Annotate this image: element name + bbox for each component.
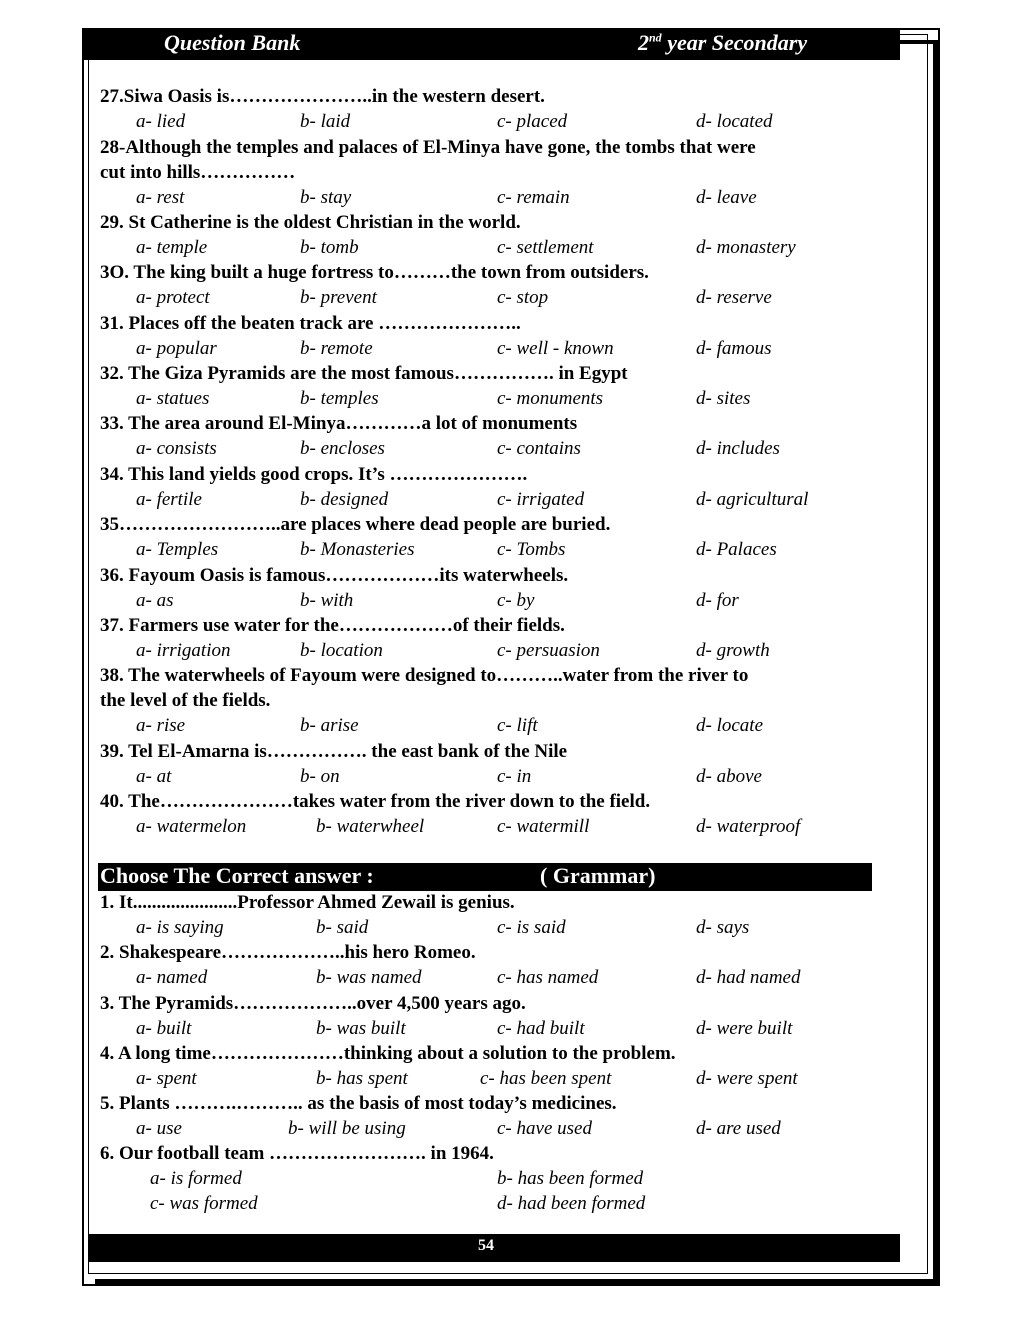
vocab-q14-option-d: d- waterproof	[696, 816, 801, 837]
frame-shadow-bottom	[95, 1279, 940, 1286]
vocab-q6-option-a: a- statues	[136, 388, 210, 409]
vocab-q5-option-c: c- well - known	[497, 338, 614, 359]
vocab-question-2: 28-Although the temples and palaces of El-Minya have gone, the tombs that were	[100, 137, 756, 158]
vocab-q3-option-a: a- temple	[136, 237, 208, 258]
grammar-q2-option-b: b- was named	[316, 967, 422, 988]
vocab-q6-option-d: d- sites	[696, 388, 751, 409]
vocab-question-8: 34. This land yields good crops. It’s ………………….	[100, 464, 528, 485]
vocab-q14-option-b: b- waterwheel	[316, 816, 425, 837]
grammar-q5-option-b: b- will be using	[288, 1118, 406, 1139]
grammar-q1-option-d: d- says	[696, 917, 750, 938]
vocab-q13-option-d: d- above	[696, 766, 762, 787]
vocab-question-5: 31. Places off the beaten track are …………………..	[100, 313, 521, 334]
header-title-right: 2nd year Secondary	[638, 30, 808, 55]
vocab-q8-option-d: d- agricultural	[696, 489, 809, 510]
grammar-q2-option-a: a- named	[136, 967, 208, 988]
vocab-q1-option-c: c- placed	[497, 111, 568, 132]
vocab-q8-option-a: a- fertile	[136, 489, 202, 510]
vocab-q12-option-a: a- rise	[136, 715, 186, 736]
vocab-q4-option-c: c- stop	[497, 287, 549, 308]
grammar-q5-option-c: c- have used	[497, 1118, 592, 1139]
grammar-question-6: 6. Our football team ……………………. in 1964.	[100, 1143, 494, 1164]
vocab-q11-option-b: b- location	[300, 640, 383, 661]
vocab-q7-option-d: d- includes	[696, 438, 780, 459]
vocab-question-12: 38. The waterwheels of Fayoum were designed to………..water from the river to	[100, 665, 749, 686]
vocab-q13-option-c: c- in	[497, 766, 532, 787]
vocab-q11-option-c: c- persuasion	[497, 640, 600, 661]
grammar-q4-option-a: a- spent	[136, 1068, 197, 1089]
vocab-q9-option-a: a- Temples	[136, 539, 219, 560]
grammar-q4-option-b: b- has spent	[316, 1068, 408, 1089]
vocab-q6-option-b: b- temples	[300, 388, 379, 409]
grammar-question-2: 2. Shakespeare………………..his hero Romeo.	[100, 942, 476, 963]
vocab-q12-option-b: b- arise	[300, 715, 359, 736]
vocab-q1-option-a: a- lied	[136, 111, 186, 132]
vocab-q10-option-b: b- with	[300, 590, 354, 611]
vocab-question-4: 3O. The king built a huge fortress to………the town from outsiders.	[100, 262, 649, 283]
grammar-question-3: 3. The Pyramids………………..over 4,500 years ago.	[100, 993, 526, 1014]
vocab-q10-option-d: d- for	[696, 590, 739, 611]
section-subtitle: ( Grammar)	[540, 863, 656, 888]
grammar-q6-option-c: c- was formed	[150, 1193, 258, 1214]
vocab-question-10: 36. Fayoum Oasis is famous………………its waterwheels.	[100, 565, 569, 586]
grammar-q4-option-c: c- has been spent	[480, 1068, 612, 1089]
grammar-q3-option-a: a- built	[136, 1018, 192, 1039]
grammar-q2-option-c: c- has named	[497, 967, 599, 988]
grammar-q3-option-c: c- had built	[497, 1018, 585, 1039]
vocab-q7-option-c: c- contains	[497, 438, 581, 459]
vocab-q2-option-a: a- rest	[136, 187, 185, 208]
vocab-q7-option-a: a- consists	[136, 438, 217, 459]
vocab-question-11: 37. Farmers use water for the………………of their fields.	[100, 615, 565, 636]
vocab-question-9: 35……………………..are places where dead people are buried.	[100, 514, 611, 535]
vocab-question-12-line-2: the level of the fields.	[100, 690, 271, 711]
grammar-q4-option-d: d- were spent	[696, 1068, 798, 1089]
vocab-q12-option-c: c- lift	[497, 715, 538, 736]
vocab-q4-option-b: b- prevent	[300, 287, 377, 308]
vocab-q9-option-b: b- Monasteries	[300, 539, 415, 560]
header-title-left: Question Bank	[164, 30, 301, 55]
grammar-q2-option-d: d- had named	[696, 967, 801, 988]
vocab-q4-option-a: a- protect	[136, 287, 210, 308]
grammar-q3-option-d: d- were built	[696, 1018, 793, 1039]
vocab-question-7: 33. The area around El-Minya…………a lot of monuments	[100, 413, 578, 434]
vocab-q7-option-b: b- encloses	[300, 438, 385, 459]
vocab-q3-option-c: c- settlement	[497, 237, 594, 258]
header-tail	[900, 40, 940, 44]
grammar-question-4: 4. A long time…………………thinking about a solution to the problem.	[100, 1043, 676, 1064]
grammar-q6-option-d: d- had been formed	[497, 1193, 646, 1214]
vocab-q1-option-b: b- laid	[300, 111, 351, 132]
vocab-q2-option-c: c- remain	[497, 187, 570, 208]
vocab-question-1: 27.Siwa Oasis is…………………..in the western desert.	[100, 86, 545, 107]
grammar-q6-option-a: a- is formed	[150, 1168, 242, 1189]
grammar-q3-option-b: b- was built	[316, 1018, 406, 1039]
vocab-q3-option-d: d- monastery	[696, 237, 796, 258]
vocab-q5-option-a: a- popular	[136, 338, 217, 359]
vocab-question-14: 40. The…………………takes water from the river down to the field.	[100, 791, 651, 812]
grammar-q5-option-d: d- are used	[696, 1118, 781, 1139]
vocab-q8-option-c: c- irrigated	[497, 489, 585, 510]
grammar-question-5: 5. Plants ……….……….. as the basis of most today’s medicines.	[100, 1093, 617, 1114]
vocab-q5-option-b: b- remote	[300, 338, 373, 359]
vocab-q4-option-d: d- reserve	[696, 287, 772, 308]
vocab-question-2-line-2: cut into hills……………	[100, 162, 296, 183]
vocab-question-6: 32. The Giza Pyramids are the most famous……………. in Egypt	[100, 363, 628, 384]
vocab-q11-option-d: d- growth	[696, 640, 770, 661]
vocab-q13-option-b: b- on	[300, 766, 340, 787]
vocab-q10-option-c: c- by	[497, 590, 535, 611]
vocab-q11-option-a: a- irrigation	[136, 640, 231, 661]
vocab-q8-option-b: b- designed	[300, 489, 389, 510]
grammar-question-1: 1. It......................Professor Ahmed Zewail is genius.	[100, 892, 515, 913]
vocab-q5-option-d: d- famous	[696, 338, 772, 359]
grammar-q5-option-a: a- use	[136, 1118, 182, 1139]
section-title: Choose The Correct answer :	[100, 863, 374, 888]
grammar-q1-option-c: c- is said	[497, 917, 566, 938]
vocab-q9-option-d: d- Palaces	[696, 539, 777, 560]
vocab-question-3: 29. St Catherine is the oldest Christian in the world.	[100, 212, 521, 233]
grammar-q1-option-a: a- is saying	[136, 917, 224, 938]
frame-shadow-right	[933, 40, 940, 1286]
grammar-q1-option-b: b- said	[316, 917, 369, 938]
vocab-question-13: 39. Tel El-Amarna is……………. the east bank of the Nile	[100, 741, 568, 762]
vocab-q12-option-d: d- locate	[696, 715, 764, 736]
grammar-q6-option-b: b- has been formed	[497, 1168, 644, 1189]
vocab-q1-option-d: d- located	[696, 111, 773, 132]
vocab-q3-option-b: b- tomb	[300, 237, 359, 258]
vocab-q10-option-a: a- as	[136, 590, 174, 611]
page-number: 54	[478, 1237, 494, 1254]
vocab-q2-option-d: d- leave	[696, 187, 757, 208]
vocab-q14-option-a: a- watermelon	[136, 816, 247, 837]
footer-bar	[88, 1234, 900, 1262]
vocab-q14-option-c: c- watermill	[497, 816, 590, 837]
vocab-q2-option-b: b- stay	[300, 187, 352, 208]
vocab-q13-option-a: a- at	[136, 766, 172, 787]
vocab-q6-option-c: c- monuments	[497, 388, 604, 409]
vocab-q9-option-c: c- Tombs	[497, 539, 566, 560]
